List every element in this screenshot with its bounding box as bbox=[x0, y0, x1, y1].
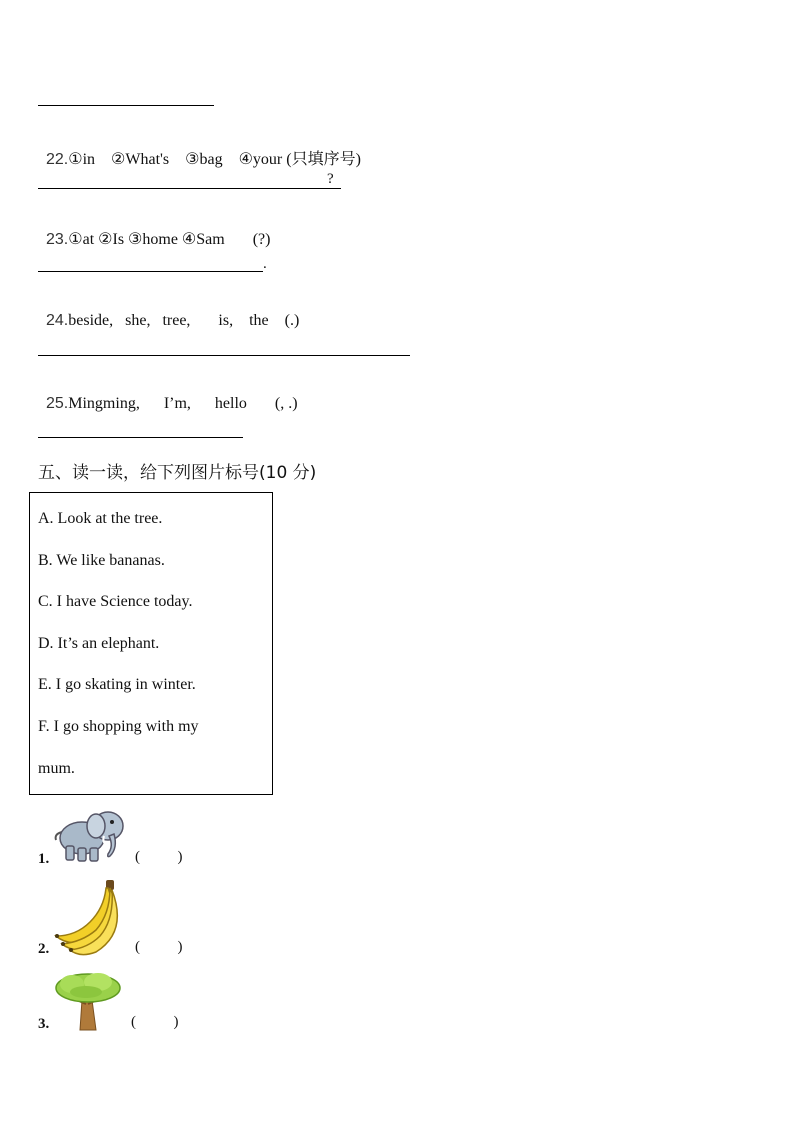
picture-number-1: 1. bbox=[38, 851, 50, 867]
question-text: ①in ②What's ③bag ④your (只填序号) bbox=[68, 151, 361, 168]
option-d: D. It’s an elephant. bbox=[38, 635, 160, 652]
question-text: Mingming, I’m, hello (, .) bbox=[68, 395, 298, 412]
picture-number-3: 3. bbox=[38, 1016, 50, 1032]
answer-blank-1[interactable]: ( ) bbox=[135, 849, 183, 865]
answer-line-25[interactable] bbox=[38, 437, 243, 438]
answer-line-24[interactable] bbox=[38, 355, 410, 356]
end-mark: . bbox=[263, 256, 267, 272]
tree-icon bbox=[52, 970, 124, 1032]
question-number: 22. bbox=[46, 151, 69, 168]
question-25 bbox=[38, 377, 298, 413]
question-23 bbox=[38, 211, 270, 249]
answer-line-21[interactable] bbox=[38, 105, 214, 106]
end-mark: ? bbox=[327, 171, 334, 187]
banana-icon bbox=[50, 878, 128, 956]
option-b: B. We like bananas. bbox=[38, 552, 165, 569]
option-f: F. I go shopping with my bbox=[38, 718, 199, 735]
options-box bbox=[29, 492, 273, 795]
option-e: E. I go skating in winter. bbox=[38, 676, 196, 693]
option-c: C. I have Science today. bbox=[38, 593, 193, 610]
answer-blank-3[interactable]: ( ) bbox=[131, 1014, 179, 1030]
elephant-icon bbox=[52, 804, 128, 866]
question-number: 23. bbox=[46, 231, 69, 248]
option-a: A. Look at the tree. bbox=[38, 510, 163, 527]
answer-line-23[interactable] bbox=[38, 271, 263, 272]
answer-blank-2[interactable]: ( ) bbox=[135, 939, 183, 955]
question-22 bbox=[38, 128, 361, 169]
question-text: ①at ②Is ③home ④Sam (?) bbox=[68, 231, 271, 248]
question-24 bbox=[38, 294, 299, 330]
question-number: 24. bbox=[46, 312, 69, 329]
question-number: 25. bbox=[46, 395, 69, 412]
answer-line-22[interactable] bbox=[38, 188, 341, 189]
question-text: beside, she, tree, is, the (.) bbox=[68, 312, 300, 329]
option-f-continued: mum. bbox=[38, 760, 75, 777]
picture-number-2: 2. bbox=[38, 941, 50, 957]
section-title: 五、读一读，给下列图片标号(10 分) bbox=[38, 463, 317, 483]
